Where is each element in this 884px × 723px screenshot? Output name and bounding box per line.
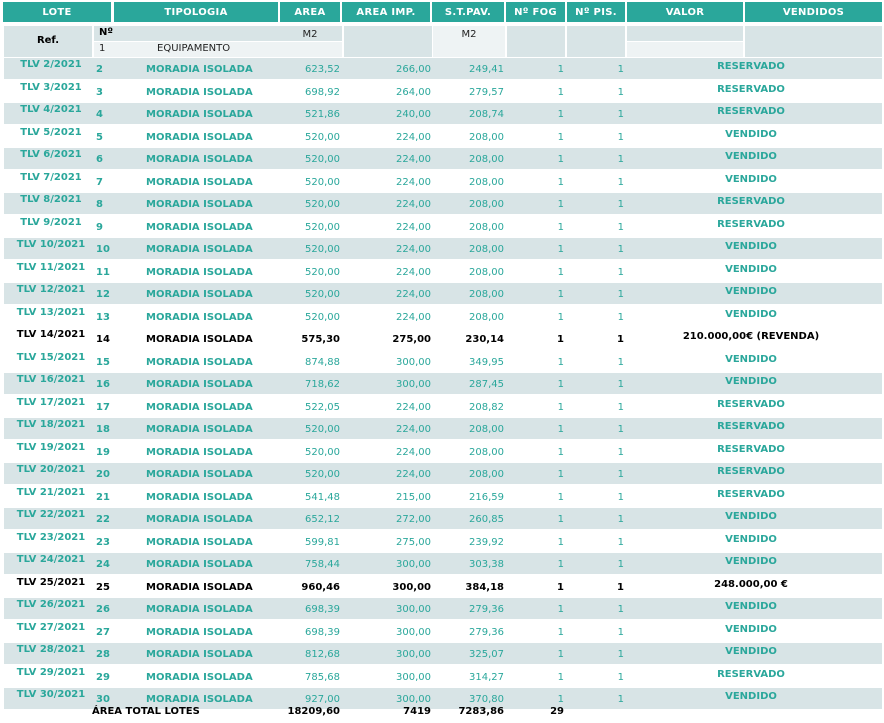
subheader-unit-stpav: M2 xyxy=(461,29,477,40)
lote-id: TLV 25/2021 xyxy=(16,576,86,588)
fogos: 1 xyxy=(557,289,564,300)
tipologia: MORADIA ISOLADA xyxy=(146,401,253,413)
tipologia: MORADIA ISOLADA xyxy=(146,199,253,210)
area: 520,00 xyxy=(305,176,340,188)
fogos: 1 xyxy=(557,64,564,75)
lote-id: TLV 7/2021 xyxy=(20,171,82,183)
status: VENDIDO xyxy=(725,241,777,252)
lote-id: TLV 16/2021 xyxy=(16,374,86,385)
tipologia: MORADIA ISOLADA xyxy=(146,649,253,660)
area-imp: 224,00 xyxy=(396,244,431,255)
lote-id: TLV 23/2021 xyxy=(16,531,86,543)
st-pav: 208,74 xyxy=(469,109,504,120)
subheader-ref: Ref. xyxy=(36,35,60,46)
lote-id: TLV 10/2021 xyxy=(16,239,86,250)
fogos: 1 xyxy=(557,401,564,413)
area-imp: 300,00 xyxy=(396,379,431,390)
area-imp: 300,00 xyxy=(396,671,431,683)
fogos: 1 xyxy=(557,514,564,525)
lote-id: TLV 6/2021 xyxy=(20,149,82,160)
pisos: 1 xyxy=(617,109,624,120)
st-pav: 314,27 xyxy=(469,671,504,683)
pisos: 1 xyxy=(617,401,624,413)
area: 575,30 xyxy=(301,334,340,345)
status: VENDIDO xyxy=(725,556,777,567)
lote-number: 17 xyxy=(96,401,110,413)
area: 520,00 xyxy=(305,446,340,458)
tipologia: MORADIA ISOLADA xyxy=(146,176,253,188)
lote-id: TLV 19/2021 xyxy=(16,441,86,453)
area-imp: 224,00 xyxy=(396,446,431,458)
pisos: 1 xyxy=(617,491,624,503)
st-pav: 208,00 xyxy=(469,176,504,188)
area: 927,00 xyxy=(305,694,340,705)
lote-id: TLV 17/2021 xyxy=(16,396,86,408)
st-pav: 230,14 xyxy=(465,334,504,345)
area-imp: 275,00 xyxy=(392,334,431,345)
lote-number: 25 xyxy=(96,581,110,593)
tipologia: MORADIA ISOLADA xyxy=(146,514,253,525)
tipologia: MORADIA ISOLADA xyxy=(146,311,253,323)
lote-number: 23 xyxy=(96,536,110,548)
lote-number: 20 xyxy=(96,469,110,480)
pisos: 1 xyxy=(617,536,624,548)
pisos: 1 xyxy=(617,311,624,323)
lote-number: 27 xyxy=(96,626,110,638)
area-imp: 224,00 xyxy=(396,469,431,480)
st-pav: 208,00 xyxy=(469,199,504,210)
status: VENDIDO xyxy=(725,376,777,387)
tipologia: MORADIA ISOLADA xyxy=(146,334,253,345)
area-imp: 264,00 xyxy=(396,86,431,98)
subheader-num-value: 1 xyxy=(99,43,106,54)
tipologia: MORADIA ISOLADA xyxy=(146,266,253,278)
tipologia: MORADIA ISOLADA xyxy=(146,64,253,75)
subheader-valor-cell xyxy=(627,26,743,41)
tipologia: MORADIA ISOLADA xyxy=(146,424,253,435)
lote-number: 16 xyxy=(96,379,110,390)
status: VENDIDO xyxy=(725,646,777,657)
status: VENDIDO xyxy=(725,533,777,545)
lote-number: 18 xyxy=(96,424,110,435)
lote-id: TLV 12/2021 xyxy=(16,284,86,295)
lote-number: 28 xyxy=(96,649,110,660)
fogos: 1 xyxy=(557,199,564,210)
totals-stpav: 7283,86 xyxy=(458,706,504,717)
pisos: 1 xyxy=(617,334,624,345)
area: 520,00 xyxy=(305,289,340,300)
area: 758,44 xyxy=(305,559,340,570)
fogos: 1 xyxy=(557,469,564,480)
lote-id: TLV 13/2021 xyxy=(16,306,86,318)
pisos: 1 xyxy=(617,446,624,458)
fogos: 1 xyxy=(557,536,564,548)
lote-id: TLV 2/2021 xyxy=(20,59,82,70)
fogos: 1 xyxy=(557,671,564,683)
pisos: 1 xyxy=(617,289,624,300)
lote-id: TLV 15/2021 xyxy=(16,351,86,363)
status: VENDIDO xyxy=(725,263,777,275)
subheader-imp-cell xyxy=(344,26,432,57)
status: RESERVADO xyxy=(717,443,785,455)
pisos: 1 xyxy=(617,64,624,75)
lote-id: TLV 4/2021 xyxy=(20,104,82,115)
status: VENDIDO xyxy=(725,353,777,365)
lote-id: TLV 11/2021 xyxy=(16,261,86,273)
st-pav: 349,95 xyxy=(469,356,504,368)
lote-id: TLV 9/2021 xyxy=(20,216,82,228)
tipologia: MORADIA ISOLADA xyxy=(146,131,253,143)
st-pav: 325,07 xyxy=(469,649,504,660)
st-pav: 249,41 xyxy=(469,64,504,75)
lote-number: 5 xyxy=(96,131,103,143)
lote-id: TLV 3/2021 xyxy=(20,81,82,93)
subheader-unit-area: M2 xyxy=(302,29,318,40)
status: VENDIDO xyxy=(725,601,777,612)
totals-fog: 29 xyxy=(550,706,564,717)
fogos: 1 xyxy=(557,356,564,368)
pisos: 1 xyxy=(617,221,624,233)
lote-id: TLV 28/2021 xyxy=(16,644,86,655)
st-pav: 260,85 xyxy=(469,514,504,525)
status: VENDIDO xyxy=(725,128,777,140)
lote-number: 13 xyxy=(96,311,110,323)
st-pav: 279,36 xyxy=(469,604,504,615)
pisos: 1 xyxy=(617,581,624,593)
st-pav: 208,82 xyxy=(469,401,504,413)
area: 520,00 xyxy=(305,221,340,233)
subheader-pis-cell xyxy=(567,26,625,57)
fogos: 1 xyxy=(557,244,564,255)
pisos: 1 xyxy=(617,154,624,165)
area: 520,00 xyxy=(305,266,340,278)
area: 520,00 xyxy=(305,469,340,480)
pisos: 1 xyxy=(617,356,624,368)
fogos: 1 xyxy=(557,559,564,570)
area: 541,48 xyxy=(305,491,340,503)
lote-number: 26 xyxy=(96,604,110,615)
header-area: AREA xyxy=(280,2,340,22)
subheader-num-label: Nº xyxy=(99,27,114,38)
fogos: 1 xyxy=(557,86,564,98)
lote-number: 6 xyxy=(96,154,103,165)
area-imp: 224,00 xyxy=(396,154,431,165)
tipologia: MORADIA ISOLADA xyxy=(146,469,253,480)
area-imp: 215,00 xyxy=(396,491,431,503)
lote-number: 30 xyxy=(96,694,110,705)
lote-number: 3 xyxy=(96,86,103,98)
area-imp: 300,00 xyxy=(396,694,431,705)
area-imp: 300,00 xyxy=(396,356,431,368)
area-imp: 300,00 xyxy=(396,559,431,570)
area-imp: 224,00 xyxy=(396,199,431,210)
lote-id: TLV 18/2021 xyxy=(16,419,86,430)
totals-area: 18209,60 xyxy=(287,706,340,717)
st-pav: 216,59 xyxy=(469,491,504,503)
area: 520,00 xyxy=(305,244,340,255)
area-imp: 300,00 xyxy=(396,626,431,638)
st-pav: 208,00 xyxy=(469,266,504,278)
lote-number: 2 xyxy=(96,64,103,75)
area-imp: 224,00 xyxy=(396,131,431,143)
header-valor: VALOR xyxy=(627,2,743,22)
fogos: 1 xyxy=(557,311,564,323)
st-pav: 239,92 xyxy=(469,536,504,548)
fogos: 1 xyxy=(557,131,564,143)
status: RESERVADO xyxy=(717,668,785,680)
status: RESERVADO xyxy=(717,421,785,432)
status: RESERVADO xyxy=(717,218,785,230)
lote-id: TLV 26/2021 xyxy=(16,599,86,610)
status: RESERVADO xyxy=(717,61,785,72)
fogos: 1 xyxy=(557,379,564,390)
pisos: 1 xyxy=(617,649,624,660)
header-stpav: S.T.PAV. xyxy=(432,2,504,22)
subheader-fog-cell xyxy=(507,26,565,57)
lote-number: 11 xyxy=(96,266,110,278)
lote-id: TLV 8/2021 xyxy=(20,194,82,205)
area-imp: 300,00 xyxy=(392,581,431,593)
tipologia: MORADIA ISOLADA xyxy=(146,694,253,705)
area-imp: 272,00 xyxy=(396,514,431,525)
area-imp: 224,00 xyxy=(396,311,431,323)
subheader-vend-cell xyxy=(745,26,882,57)
area: 520,00 xyxy=(305,199,340,210)
header-vendidos: VENDIDOS xyxy=(745,2,882,22)
lote-number: 10 xyxy=(96,244,110,255)
pisos: 1 xyxy=(617,266,624,278)
st-pav: 208,00 xyxy=(469,424,504,435)
fogos: 1 xyxy=(557,604,564,615)
lote-id: TLV 22/2021 xyxy=(16,509,86,520)
area: 812,68 xyxy=(305,649,340,660)
lote-number: 7 xyxy=(96,176,103,188)
tipologia: MORADIA ISOLADA xyxy=(146,536,253,548)
tipologia: MORADIA ISOLADA xyxy=(146,626,253,638)
area: 698,92 xyxy=(305,86,340,98)
fogos: 1 xyxy=(557,176,564,188)
status: VENDIDO xyxy=(725,286,777,297)
tipologia: MORADIA ISOLADA xyxy=(146,559,253,570)
status: VENDIDO xyxy=(725,511,777,522)
lote-number: 12 xyxy=(96,289,110,300)
fogos: 1 xyxy=(557,694,564,705)
subheader-valor-cell2 xyxy=(627,42,743,57)
st-pav: 208,00 xyxy=(469,244,504,255)
lote-number: 9 xyxy=(96,221,103,233)
area-imp: 224,00 xyxy=(396,176,431,188)
tipologia: MORADIA ISOLADA xyxy=(146,491,253,503)
lote-number: 24 xyxy=(96,559,110,570)
fogos: 1 xyxy=(557,581,564,593)
st-pav: 208,00 xyxy=(469,154,504,165)
pisos: 1 xyxy=(617,199,624,210)
tipologia: MORADIA ISOLADA xyxy=(146,221,253,233)
area-imp: 275,00 xyxy=(396,536,431,548)
status: VENDIDO xyxy=(725,691,777,702)
status: RESERVADO xyxy=(717,83,785,95)
st-pav: 279,57 xyxy=(469,86,504,98)
pisos: 1 xyxy=(617,671,624,683)
lote-id: TLV 14/2021 xyxy=(16,329,86,340)
tipologia: MORADIA ISOLADA xyxy=(146,154,253,165)
st-pav: 208,00 xyxy=(469,311,504,323)
fogos: 1 xyxy=(557,266,564,278)
area-imp: 300,00 xyxy=(396,649,431,660)
lote-id: TLV 29/2021 xyxy=(16,666,86,678)
lote-id: TLV 21/2021 xyxy=(16,486,86,498)
area-imp: 224,00 xyxy=(396,266,431,278)
area: 874,88 xyxy=(305,356,340,368)
pisos: 1 xyxy=(617,626,624,638)
fogos: 1 xyxy=(557,154,564,165)
tipologia: MORADIA ISOLADA xyxy=(146,109,253,120)
area: 960,46 xyxy=(301,581,340,593)
pisos: 1 xyxy=(617,469,624,480)
status: RESERVADO xyxy=(717,106,785,117)
subheader-equip: EQUIPAMENTO xyxy=(157,43,231,54)
area: 718,62 xyxy=(305,379,340,390)
status: VENDIDO xyxy=(725,173,777,185)
lote-number: 22 xyxy=(96,514,110,525)
fogos: 1 xyxy=(557,649,564,660)
fogos: 1 xyxy=(557,221,564,233)
area-imp: 224,00 xyxy=(396,289,431,300)
pisos: 1 xyxy=(617,514,624,525)
header-pis: Nº PIS. xyxy=(567,2,625,22)
pisos: 1 xyxy=(617,131,624,143)
lote-number: 14 xyxy=(96,334,110,345)
status: RESERVADO xyxy=(717,196,785,207)
lote-id: TLV 27/2021 xyxy=(16,621,86,633)
st-pav: 208,00 xyxy=(469,289,504,300)
area: 520,00 xyxy=(305,311,340,323)
lote-number: 29 xyxy=(96,671,110,683)
st-pav: 303,38 xyxy=(469,559,504,570)
st-pav: 208,00 xyxy=(469,469,504,480)
area-imp: 266,00 xyxy=(396,64,431,75)
tipologia: MORADIA ISOLADA xyxy=(146,671,253,683)
area: 652,12 xyxy=(305,514,340,525)
pisos: 1 xyxy=(617,86,624,98)
area-imp: 224,00 xyxy=(396,424,431,435)
tipologia: MORADIA ISOLADA xyxy=(146,86,253,98)
st-pav: 208,00 xyxy=(469,221,504,233)
st-pav: 287,45 xyxy=(469,379,504,390)
fogos: 1 xyxy=(557,626,564,638)
status: VENDIDO xyxy=(725,151,777,162)
st-pav: 208,00 xyxy=(469,131,504,143)
lote-number: 21 xyxy=(96,491,110,503)
st-pav: 370,80 xyxy=(469,694,504,705)
pisos: 1 xyxy=(617,176,624,188)
area: 785,68 xyxy=(305,671,340,683)
tipologia: MORADIA ISOLADA xyxy=(146,356,253,368)
area: 698,39 xyxy=(305,604,340,615)
fogos: 1 xyxy=(557,109,564,120)
status: 248.000,00 € xyxy=(714,578,788,590)
st-pav: 208,00 xyxy=(469,446,504,458)
header-tipologia: TIPOLOGIA xyxy=(114,2,278,22)
tipologia: MORADIA ISOLADA xyxy=(146,289,253,300)
header-area-imp: AREA IMP. xyxy=(342,2,430,22)
tipologia: MORADIA ISOLADA xyxy=(146,379,253,390)
area-imp: 300,00 xyxy=(396,604,431,615)
pisos: 1 xyxy=(617,559,624,570)
fogos: 1 xyxy=(557,491,564,503)
fogos: 1 xyxy=(557,424,564,435)
tipologia: MORADIA ISOLADA xyxy=(146,581,253,593)
lote-number: 4 xyxy=(96,109,103,120)
tipologia: MORADIA ISOLADA xyxy=(146,244,253,255)
header-lote: LOTE xyxy=(3,2,111,22)
status: RESERVADO xyxy=(717,466,785,477)
status: VENDIDO xyxy=(725,623,777,635)
lote-number: 15 xyxy=(96,356,110,368)
area: 520,00 xyxy=(305,154,340,165)
area-imp: 240,00 xyxy=(396,109,431,120)
area: 521,86 xyxy=(305,109,340,120)
area: 522,05 xyxy=(305,401,340,413)
status: 210.000,00€ (REVENDA) xyxy=(682,331,820,342)
status: RESERVADO xyxy=(717,398,785,410)
fogos: 1 xyxy=(557,334,564,345)
st-pav: 279,36 xyxy=(469,626,504,638)
area-imp: 224,00 xyxy=(396,221,431,233)
area: 599,81 xyxy=(305,536,340,548)
status: VENDIDO xyxy=(725,308,777,320)
pisos: 1 xyxy=(617,244,624,255)
area: 520,00 xyxy=(305,424,340,435)
tipologia: MORADIA ISOLADA xyxy=(146,446,253,458)
totals-label: ÁREA TOTAL LOTES xyxy=(92,706,200,717)
lote-id: TLV 24/2021 xyxy=(16,554,86,565)
lote-number: 8 xyxy=(96,199,103,210)
lote-id: TLV 5/2021 xyxy=(20,126,82,138)
st-pav: 384,18 xyxy=(465,581,504,593)
lote-id: TLV 20/2021 xyxy=(16,464,86,475)
fogos: 1 xyxy=(557,446,564,458)
area: 623,52 xyxy=(305,64,340,75)
header-fog: Nº FOG xyxy=(506,2,565,22)
tipologia: MORADIA ISOLADA xyxy=(146,604,253,615)
area: 520,00 xyxy=(305,131,340,143)
lote-number: 19 xyxy=(96,446,110,458)
pisos: 1 xyxy=(617,424,624,435)
totals-area-imp: 7419 xyxy=(403,706,431,717)
area-imp: 224,00 xyxy=(396,401,431,413)
pisos: 1 xyxy=(617,604,624,615)
status: RESERVADO xyxy=(717,488,785,500)
lote-id: TLV 30/2021 xyxy=(16,689,86,700)
pisos: 1 xyxy=(617,694,624,705)
area: 698,39 xyxy=(305,626,340,638)
pisos: 1 xyxy=(617,379,624,390)
